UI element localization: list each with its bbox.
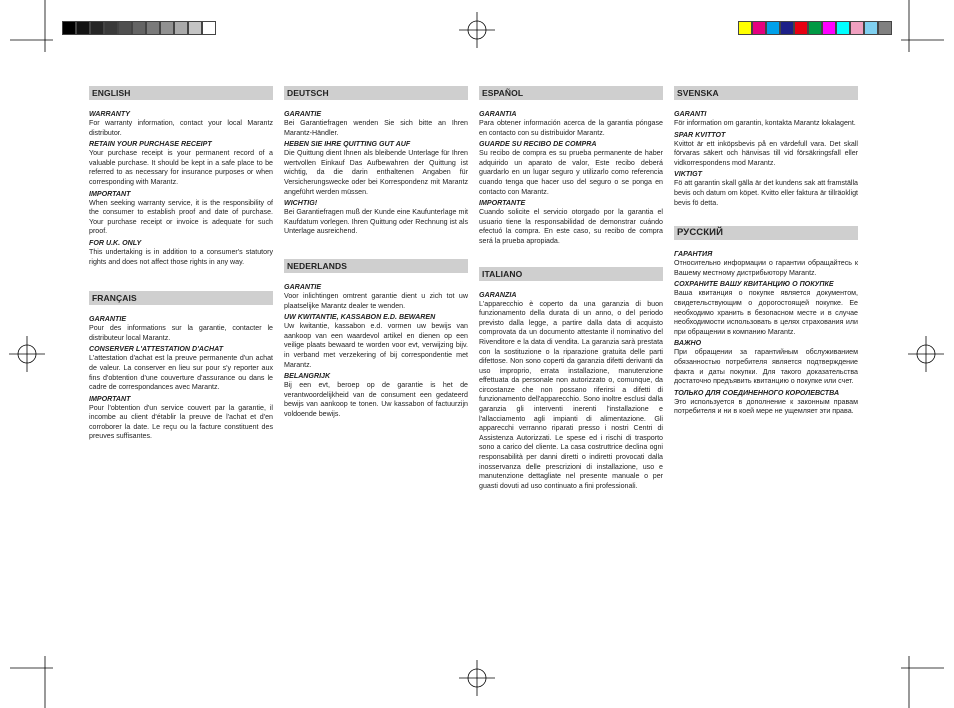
item-title: VIKTIGT <box>674 170 702 179</box>
section-header: ITALIANO <box>479 267 663 281</box>
item-title: SPAR KVITTOT <box>674 130 726 139</box>
item-body: Your purchase receipt is your permanent record of a valuable purchase. It should be kept in a safe place to be referred to as necessary for insurance purposes or when corresponding with Marantz. <box>89 149 273 186</box>
column-2 <box>284 86 468 421</box>
color-swatch <box>146 21 160 35</box>
item-body: För information om garantin, kontakta Marantz lokalagent. <box>674 119 856 127</box>
section-header: ESPAÑOL <box>479 86 663 100</box>
color-swatch <box>766 21 780 35</box>
section-header: NEDERLANDS <box>284 259 468 273</box>
color-swatch <box>188 21 202 35</box>
section-deutsch <box>284 86 468 237</box>
section-espanol <box>479 86 663 247</box>
cmyk-color-bar <box>738 21 892 35</box>
column-1 <box>89 86 273 444</box>
registration-mark-bottom <box>459 660 495 696</box>
color-swatch <box>864 21 878 35</box>
section-header: FRANÇAIS <box>89 291 273 305</box>
item-title: ГАРАНТИЯ <box>674 250 713 259</box>
item-title: WARRANTY <box>89 110 130 118</box>
color-swatch <box>836 21 850 35</box>
section-english <box>89 86 273 267</box>
item-body: Voor inlichtingen omtrent garantie dient u zich tot uw plaatselijke Marantz dealer te wenden. <box>284 291 468 310</box>
item-title: RETAIN YOUR PURCHASE RECEIPT <box>89 140 212 149</box>
item-title: GARANTIE <box>284 110 322 118</box>
item-title: CONSERVER L'ATTESTATION D'ACHAT <box>89 345 224 354</box>
item-body: L'apparecchio è coperto da una garanzia di buon funzionamento della durata di un anno, o del periodo previsto dalla legge, a partire dalla data di acquisto comprovata da un documento attestante il nominativo del Rivenditore e la data di vendita. La garanzia sarà prestata con la sostituzione o la riparazione gratuita delle parti difettose. Non sono coperti da garanzia difetti derivanti da uso improprio, errata installazione, manutenzione effettuata da personale non autorizzato o, comunque, da circostanze che non possano riferirsi a difetti di funzionamento dell'apparecchio. Sono inoltre esclusi dalla garanzia gli interventi inerenti l'installazione e l'allacciamento agli impianti di alimentazione. Gli apparecchi verranno riparati presso i nostri Centri di Assistenza Autorizzati. Le spese ed i rischi di trasporto sono a carico del cliente. La casa costruttrice declina ogni responsabilità per danni diretti o indiretti provocati dalla inosservanza delle prescrizioni di installazione, uso e manutenzione dettagliate nel presente manuale o per guasti dovuti ad uso continuato a fini professionali. <box>479 299 663 490</box>
item-body: Bei Garantiefragen muß der Kunde eine Kaufunterlage mit Kaufdatum vorlegen. Ihren Quittung oder Rechnung ist als Unterlage ausreichend. <box>284 208 468 236</box>
item-body: Cuando solicite el servicio otorgado por la garantia el usuario tiene la responsabilidad de demonstrar cuándo efectuó la compra. En este caso, su recibo de compra será la prueba apropiada. <box>479 208 663 245</box>
item-title: IMPORTANT <box>89 189 131 198</box>
section-russian <box>674 226 858 417</box>
item-title: GUARDE SU RECIBO DE COMPRA <box>479 140 597 149</box>
section-header: РУССКИЙ <box>674 226 858 240</box>
item-body: Die Quittung dient Ihnen als bleibende Unterlage für Ihren wertvollen Einkauf Das Aufbewahren der Quittung ist wichtig, da die darin enthaltenen Angaben für Versicherungswecke oder bei Korrespondenz mit Marantz angeführt werden müssen. <box>284 149 468 196</box>
item-title: HEBEN SIE IHRE QUITTING GUT AUF <box>284 140 411 149</box>
color-swatch <box>878 21 892 35</box>
item-title: WICHTIG! <box>284 199 318 208</box>
color-swatch <box>822 21 836 35</box>
item-body: Это используется в дополнение к законным правам потребителя и ни в коей мере не ущемляет эти права. <box>674 397 858 416</box>
section-nederlands <box>284 259 468 420</box>
section-header: DEUTSCH <box>284 86 468 100</box>
color-swatch <box>160 21 174 35</box>
item-body: Kvittot är ett inköpsbevis på en värdefull vara. Det skall förvaras säkert och hänvisas till vid försäkringsfall eller vidkorrespondens mod Marantz. <box>674 139 858 167</box>
item-title: GARANTIE <box>284 282 322 291</box>
item-title: BELANGRIJK <box>284 372 331 381</box>
item-body: Uw kwitantie, kassabon e.d. vormen uw bewijs van aankoop van een waardevol artikel en dienen op een veilige plaats bewaard te worden voor evt, verwijzing bijv. in verband met verzekering of bij correspondentie met Marantz. <box>284 322 468 369</box>
item-body: L'attestation d'achat est la preuve permanente d'un achat de valeur. La conserver en lieu sur pour s'y reporter aux fins d'obtention d'une couverture d'assurance ou dans le cadre de correspondances avec Marantz. <box>89 354 273 392</box>
item-body: Fö att garantin skall gälla är det kundens sak att framställa bevis och datum om köpet. Kvitto eller faktura är tillräokligt bevis fö detta. <box>674 179 858 207</box>
item-title: GARANTI <box>674 110 707 118</box>
registration-mark-top <box>459 12 495 48</box>
color-swatch <box>808 21 822 35</box>
item-body: Su recibo de compra es su prueba permanente de haber adquirido un aparato de valor, Este recibo deberá guardarlo en un lugar seguro y utilizarlo como referencia cuando tenga que hacer uso del seguro o se ponga en contacto con Marantz. <box>479 149 663 196</box>
item-body: Относительно информации о гарантии обращайтесь к Вашему местному дистрибьютору Marantz. <box>674 259 858 277</box>
registration-mark-right <box>908 336 944 372</box>
item-body: This undertaking is in addition to a consumer's statutory rights and does not affect those rights in any way. <box>89 247 273 266</box>
column-3 <box>479 86 663 493</box>
item-title: GARANTIA <box>479 110 517 118</box>
color-swatch <box>794 21 808 35</box>
item-title: ВАЖНО <box>674 339 702 348</box>
color-swatch <box>738 21 752 35</box>
item-body: Para obtener información acerca de la garantia póngase en contacto con su distribuidor Marantz. <box>479 119 663 137</box>
item-title: IMPORTANTE <box>479 199 526 208</box>
color-swatch <box>780 21 794 35</box>
section-svenska <box>674 86 858 208</box>
item-title: UW KWITANTIE, KASSABON E.D. BEWAREN <box>284 313 436 322</box>
item-title: FOR U.K. ONLY <box>89 238 142 247</box>
grayscale-color-bar <box>62 21 216 35</box>
color-swatch <box>90 21 104 35</box>
color-swatch <box>850 21 864 35</box>
item-body: When seeking warranty service, it is the responsibility of the consumer to establish proof and date of purchase. Your purchase receipt or invoice is adequate for such proof. <box>89 198 273 236</box>
item-body: Pour l'obtention d'un service couvert par la garantie, il incombe au client d'établir la preuve de l'achat et d'en corroborer la date. Le reçu ou la facture constituent des preuves suffisantes. <box>89 403 273 441</box>
item-title: IMPORTANT <box>89 394 131 403</box>
item-title: GARANZIA <box>479 290 517 299</box>
item-body: Bei Garantiefragen wenden Sie sich bitte an Ihren Marantz-Händler. <box>284 119 468 137</box>
section-francais <box>89 291 273 442</box>
item-body: Bij een evt, beroep op de garantie is het de verantwoordelijkheid van de consument een gedateerd bewijs van aankoop te tonen. Uw kassabon of factuurzijn voldoende bewijs. <box>284 381 468 418</box>
section-header: ENGLISH <box>89 86 273 100</box>
item-title: СОХРАНИТЕ ВАШУ КВИТАНЦИЮ О ПОКУПКЕ <box>674 280 834 289</box>
section-italiano <box>479 267 663 492</box>
color-swatch <box>76 21 90 35</box>
color-swatch <box>752 21 766 35</box>
item-title: ТОЛЬКО ДЛЯ СОЕДИНЕННОГО КОРОЛЕВСТВА <box>674 388 840 397</box>
color-swatch <box>132 21 146 35</box>
item-body: Ваша квитанция о покупке является документом, свидетельствующим о дорогостоящей покупке. Ее необходимо хранить в безопасном месте и в случае необходимости использовать в целях страхования или при обращении в компанию Marantz. <box>674 289 858 336</box>
item-title: GARANTIE <box>89 315 127 324</box>
color-swatch <box>62 21 76 35</box>
color-swatch <box>174 21 188 35</box>
color-swatch <box>118 21 132 35</box>
section-header: SVENSKA <box>674 86 858 100</box>
item-body: Pour des informations sur la garantie, contacter le distributeur local Marantz. <box>89 324 273 342</box>
registration-mark-left <box>9 336 45 372</box>
item-body: For warranty information, contact your local Marantz distributor. <box>89 119 273 137</box>
column-4 <box>674 86 858 419</box>
color-swatch <box>202 21 216 35</box>
item-body: При обращении за гарантийным обслуживанием обязанностью потребителя является подтверждение факта и даты покупки. Для такого доказательства достаточно предъявить квитанцию о покупке или счет. <box>674 348 858 386</box>
color-swatch <box>104 21 118 35</box>
